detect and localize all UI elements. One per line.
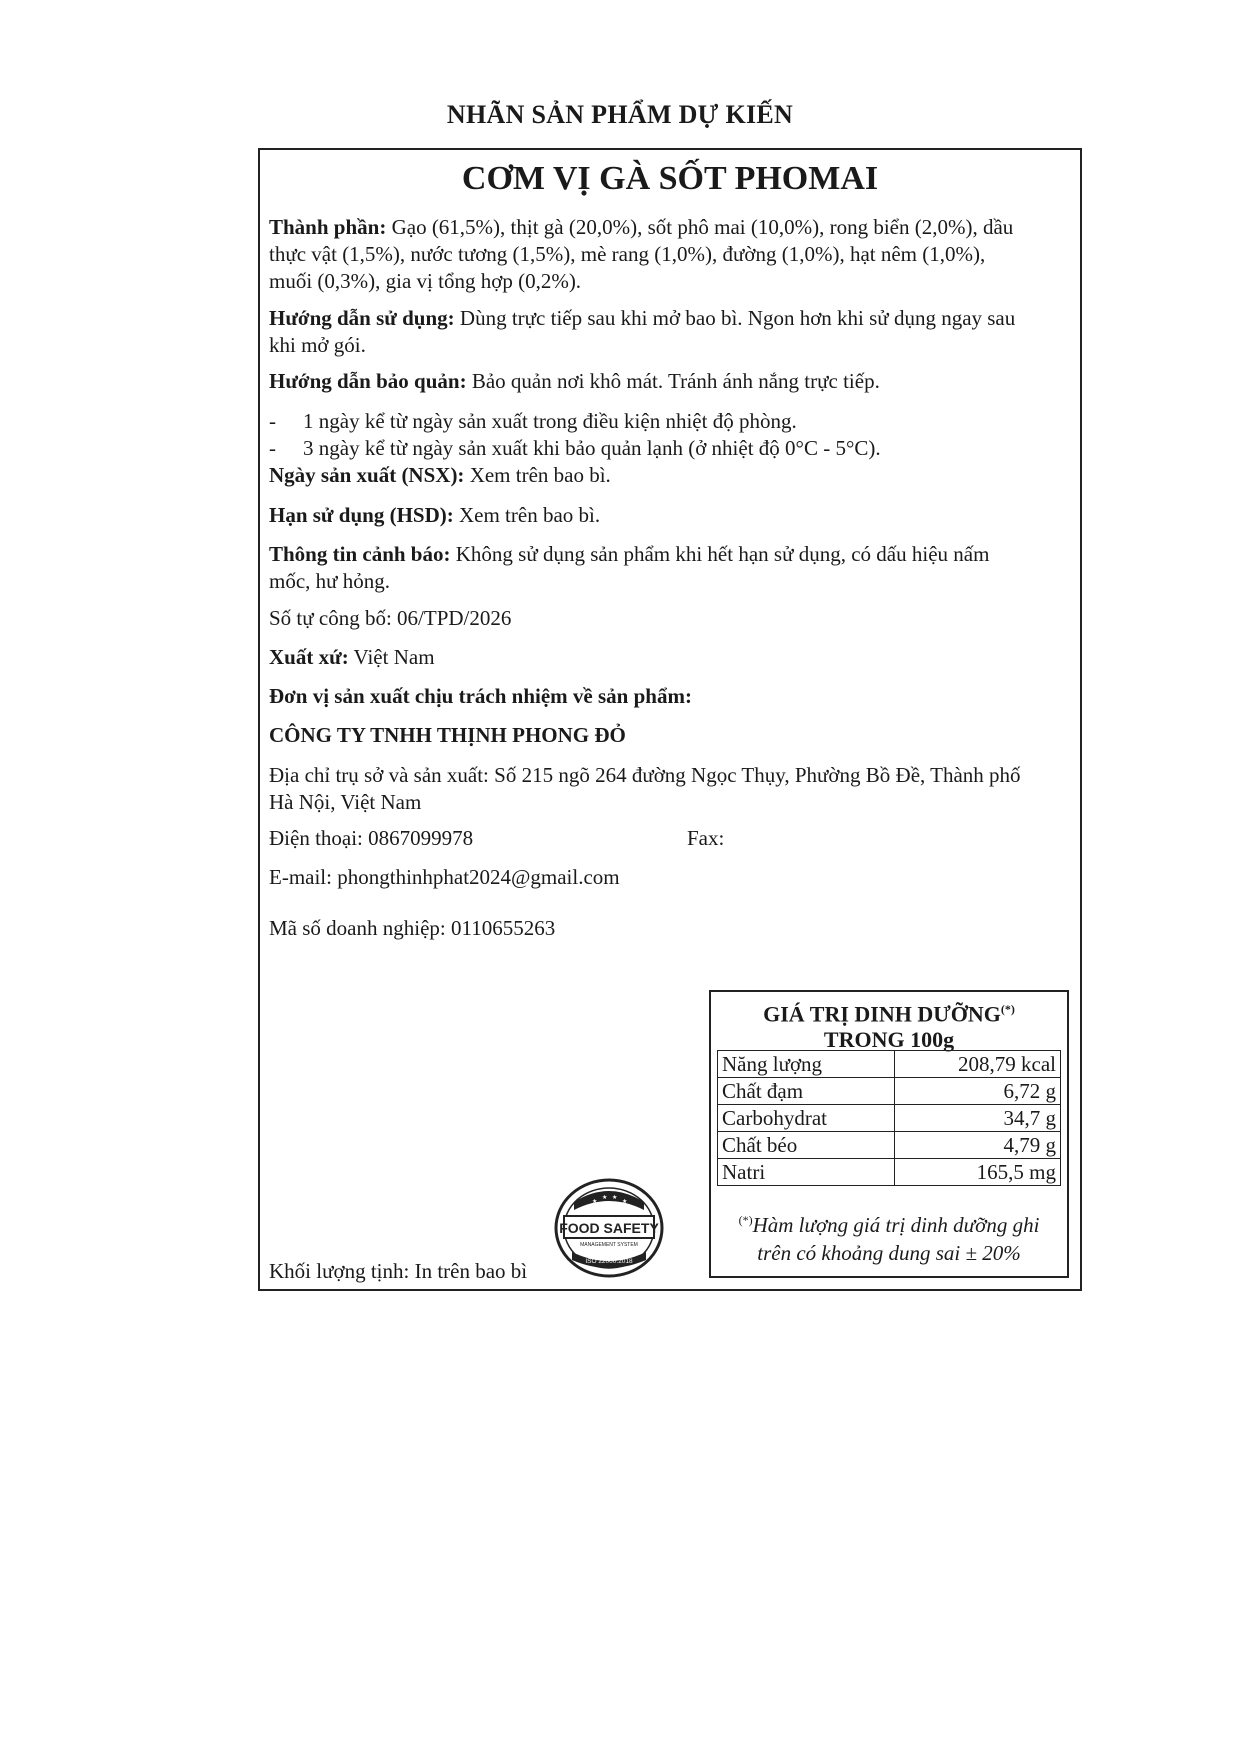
product-name: CƠM VỊ GÀ SỐT PHOMAI bbox=[461, 160, 879, 197]
logo-text: FOOD SAFETY bbox=[559, 1220, 659, 1236]
production-date bbox=[269, 462, 1075, 489]
nutrient-name: Chất béo bbox=[718, 1132, 895, 1159]
warning-text: Không sử dụng sản phẩm khi hết hạn sử dụng, có dấu hiệu nấm bbox=[450, 542, 990, 566]
ingredients-text: thực vật (1,5%), nước tương (1,5%), mè rang (1,0%), đường (1,0%), hạt nêm (1,0%), bbox=[269, 242, 986, 266]
company-name: CÔNG TY TNHH THỊNH PHONG ĐỎ bbox=[269, 723, 626, 747]
table-row bbox=[718, 1051, 1061, 1078]
tax-code: Mã số doanh nghiệp: 0110655263 bbox=[269, 916, 556, 940]
storage-text: Bảo quản nơi khô mát. Tránh ánh nắng trực tiếp. bbox=[466, 369, 880, 393]
fax: Fax: bbox=[687, 826, 725, 850]
ingredients-text: muối (0,3%), gia vị tổng hợp (0,2%). bbox=[269, 269, 582, 293]
declaration-number: Số tự công bố: 06/TPD/2026 bbox=[269, 606, 512, 630]
ingredients-text: Gạo (61,5%), thịt gà (20,0%), sốt phô mai (10,0%), rong biển (2,0%), dầu bbox=[386, 215, 1014, 239]
svg-text:★: ★ bbox=[592, 1198, 598, 1205]
warning-text: mốc, hư hỏng. bbox=[269, 569, 391, 593]
food-safety-logo bbox=[546, 1170, 676, 1280]
ingredients-section bbox=[269, 214, 1075, 295]
producer-label: Đơn vị sản xuất chịu trách nhiệm về sản phẩm: bbox=[269, 684, 692, 708]
email: E-mail: phongthinhphat2024@gmail.com bbox=[269, 865, 620, 889]
origin bbox=[269, 644, 1075, 671]
net-weight: Khối lượng tịnh: In trên bao bì bbox=[269, 1259, 528, 1283]
svg-text:★: ★ bbox=[622, 1198, 628, 1205]
table-row bbox=[718, 1078, 1061, 1105]
page-title: NHÃN SẢN PHẨM DỰ KIẾN bbox=[446, 100, 794, 129]
expiry-value: Xem trên bao bì. bbox=[453, 503, 601, 527]
usage-label: Hướng dẫn sử dụng: bbox=[269, 306, 455, 330]
nutrient-name: Natri bbox=[718, 1159, 895, 1186]
nutrition-title: GIÁ TRỊ DINH DƯỠNG(*) TRONG 100g bbox=[763, 1001, 1015, 1053]
address: Địa chỉ trụ sở và sản xuất: Số 215 ngõ 264 đường Ngọc Thụy, Phường Bồ Đề, Thành phố Hà Nội, Việt Nam bbox=[269, 763, 1021, 814]
warning-section bbox=[269, 541, 1075, 595]
phone: Điện thoại: 0867099978 bbox=[269, 826, 474, 850]
table-row bbox=[718, 1159, 1061, 1186]
nutrient-name: Carbohydrat bbox=[718, 1105, 895, 1132]
origin-value: Việt Nam bbox=[348, 645, 435, 669]
table-row bbox=[718, 1132, 1061, 1159]
nutrient-name: Năng lượng bbox=[718, 1051, 895, 1078]
ingredients-label: Thành phần: bbox=[269, 215, 387, 239]
nutrition-panel bbox=[709, 990, 1069, 1278]
logo-iso: ISO 22000:2018 bbox=[585, 1258, 633, 1265]
contact-line bbox=[269, 825, 1075, 852]
svg-text:★: ★ bbox=[602, 1194, 608, 1201]
usage-text: Dùng trực tiếp sau khi mở bao bì. Ngon hơn khi sử dụng ngay sau bbox=[454, 306, 1016, 330]
usage-text: khi mở gói. bbox=[269, 333, 366, 357]
nutrient-value: 208,79 kcal bbox=[894, 1051, 1060, 1078]
warning-label: Thông tin cảnh báo: bbox=[269, 542, 451, 566]
nutrition-note: (*)Hàm lượng giá trị dinh dưỡng ghi trên có khoảng dung sai ± 20% bbox=[738, 1213, 1040, 1265]
storage-list bbox=[269, 408, 1075, 462]
nutrient-value: 4,79 g bbox=[894, 1132, 1060, 1159]
list-item: - 3 ngày kể từ ngày sản xuất khi bảo quản lạnh (ở nhiệt độ 0°C - 5°C). bbox=[269, 436, 881, 460]
usage-section bbox=[269, 305, 1075, 359]
table-row bbox=[718, 1105, 1061, 1132]
svg-text:★: ★ bbox=[612, 1194, 618, 1201]
list-item: - 1 ngày kể từ ngày sản xuất trong điều kiện nhiệt độ phòng. bbox=[269, 409, 797, 433]
nutrition-table bbox=[717, 1050, 1061, 1186]
storage-section bbox=[269, 368, 1075, 395]
expiry-label: Hạn sử dụng (HSD): bbox=[269, 503, 454, 527]
product-label bbox=[258, 148, 1082, 1291]
nutrient-value: 165,5 mg bbox=[894, 1159, 1060, 1186]
expiry-date bbox=[269, 502, 1075, 529]
production-date-label: Ngày sản xuất (NSX): bbox=[269, 463, 465, 487]
nutrient-value: 6,72 g bbox=[894, 1078, 1060, 1105]
storage-label: Hướng dẫn bảo quản: bbox=[269, 369, 467, 393]
logo-subtext: MANAGEMENT SYSTEM bbox=[580, 1242, 638, 1248]
nutrient-value: 34,7 g bbox=[894, 1105, 1060, 1132]
production-date-value: Xem trên bao bì. bbox=[464, 463, 611, 487]
origin-label: Xuất xứ: bbox=[269, 645, 349, 669]
nutrient-name: Chất đạm bbox=[718, 1078, 895, 1105]
